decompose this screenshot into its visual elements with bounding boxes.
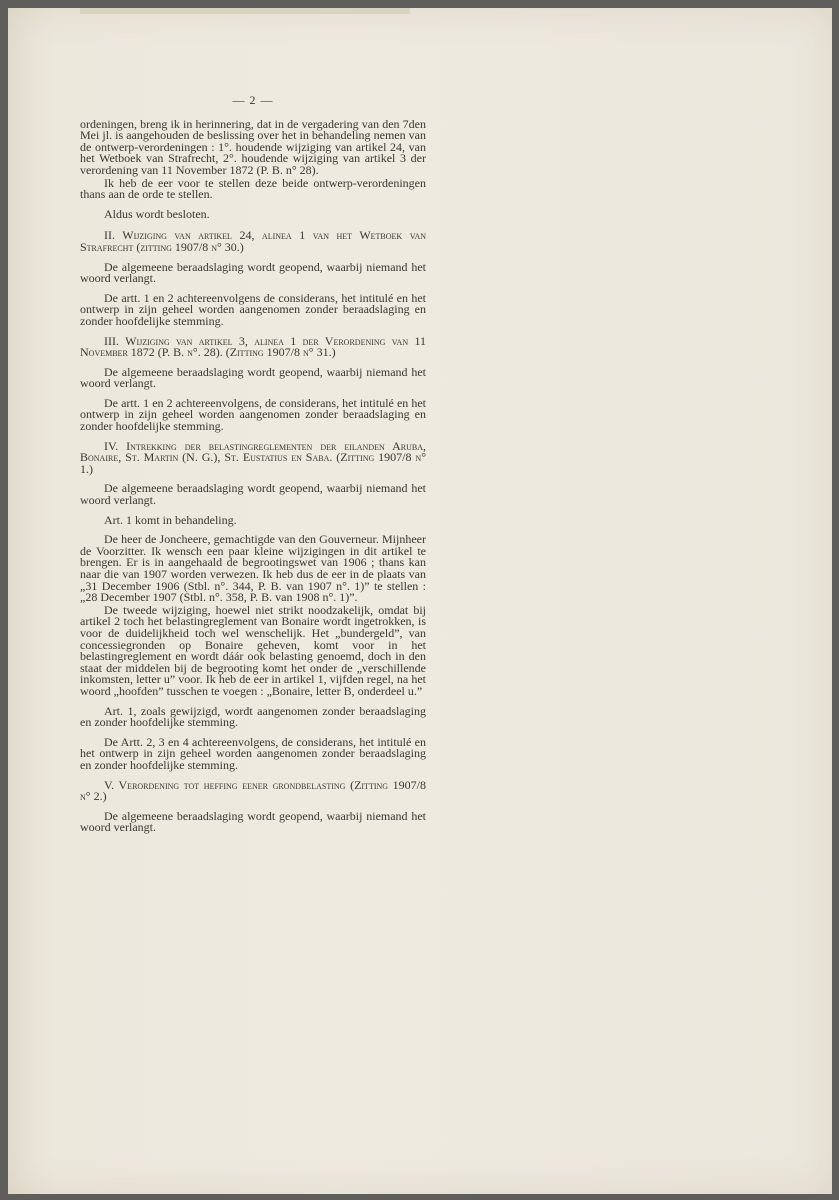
paragraph-debate-iv: De algemeene beraadslaging wordt geopend, waarbij niemand het woord verlangt. bbox=[80, 481, 426, 508]
paragraph-second-change: De tweede wijziging, hoewel niet strikt noodzakelijk, omdat bij artikel 2 toch het belastingreglement van Bonaire wordt ingetrokken, is voor de duidelijkheid toch wel wenschelijk. Het „bundergeld”, van concessiegronden op Bonaire geheven, komt voor in het belastingreglement en wordt dáár ook belasting genoemd, doch in den staat der middelen bij de begrooting komt het onder de „verschillende inkomsten, letter u” voor. Ik heb de eer in artikel 1, vijfden regel, na het woord „hoofden” tusschen te voegen : „Bonaire, letter B, onderdeel u.” bbox=[80, 602, 426, 698]
paragraph-art1-adopted: Art. 1, zoals gewijzigd, wordt aangenomen zonder beraadslaging en zonder hoofdelijke stemming. bbox=[80, 703, 426, 730]
paragraph-art1: Art. 1 komt in behandeling. bbox=[104, 512, 237, 527]
paragraph-adopted-ii: De artt. 1 en 2 achtereenvolgens de considerans, het intitulé en het ontwerp in zijn geheel worden aangenomen zonder beraadslaging en zonder hoofdelijke stemming. bbox=[80, 290, 426, 328]
paragraph-adopted-iii: De artt. 1 en 2 achtereenvolgens, de considerans, het intitulé en het ontwerp in zijn geheel worden aangenomen zonder beraadslaging en zonder hoofdelijke stemming. bbox=[80, 395, 426, 434]
paragraph-intro: ordeningen, breng ik in herinnering, dat in de vergadering van den 7den Mei jl. is aangehouden de beslissing over het in behandeling nemen van de ontwerp-verordeningen : 1°. houdende wijziging van artikel 24, van het Wetboek van Strafrecht, 2°. houdende wijziging van artikel 3 der verordening van 11 November 1872 (P. B. n° 28). bbox=[80, 116, 426, 177]
paragraph-debate-iii: De algemeene beraadslaging wordt geopend, waarbij niemand het woord verlangt. bbox=[80, 364, 426, 391]
page-fold bbox=[80, 8, 410, 14]
section-heading-ii: II. Wijziging van artikel 24, alinea 1 van het Wetboek van Strafrecht (zitting 1907/8 n° 30.) bbox=[80, 228, 426, 254]
paragraph-debate-ii: De algemeene beraadslaging wordt geopend, waarbij niemand het woord verlangt. bbox=[80, 259, 426, 286]
text-column bbox=[80, 95, 426, 842]
paragraph-decision: Aldus wordt besloten. bbox=[104, 206, 210, 221]
paragraph-adopted-iv: De Artt. 2, 3 en 4 achtereenvolgens, de considerans, het intitulé en het ontwerp in zijn geheel worden aangenomen zonder beraadslaging en zonder hoofdelijke stemming. bbox=[80, 734, 426, 772]
section-heading-iii: III. Wijziging van artikel 3, alinea 1 der Verordening van 11 November 1872 (P. B. n°. 28). (Zitting 1907/8 n° 31.) bbox=[80, 333, 426, 360]
page-number: — 2 — bbox=[232, 93, 274, 107]
section-heading-iv: IV. Intrekking der belastingreglementen der eilanden Aruba, Bonaire, St. Martin (N. G.), St. Eustatius en Saba. (Zitting 1907/8 n° 1.) bbox=[80, 438, 426, 476]
section-heading-v: V. Verordening tot heffing eener grondbelasting (Zitting 1907/8 n° 2.) bbox=[80, 777, 426, 804]
paragraph-speech: De heer de Joncheere, gemachtigde van den Gouverneur. Mijnheer de Voorzitter. Ik wensch een paar kleine wijzigingen in dit artikel te brengen. Er is in aangehaald de begrootingswet van 1906 ; thans kan naar die van 1907 worden verwezen. Ik heb dus de eer in de plaats van „31 December 1906 (Stbl. n°. 344, P. B. van 1907 n°. 1)” te stellen : „28 December 1907 (Stbl. n°. 358, P. B. van 1908 n°. 1)”. bbox=[80, 532, 426, 605]
paragraph-proposal: Ik heb de eer voor te stellen deze beide ontwerp-verordeningen thans aan de orde te stellen. bbox=[80, 175, 426, 202]
paragraph-debate-v: De algemeene beraadslaging wordt geopend, waarbij niemand het woord verlangt. bbox=[80, 808, 426, 835]
